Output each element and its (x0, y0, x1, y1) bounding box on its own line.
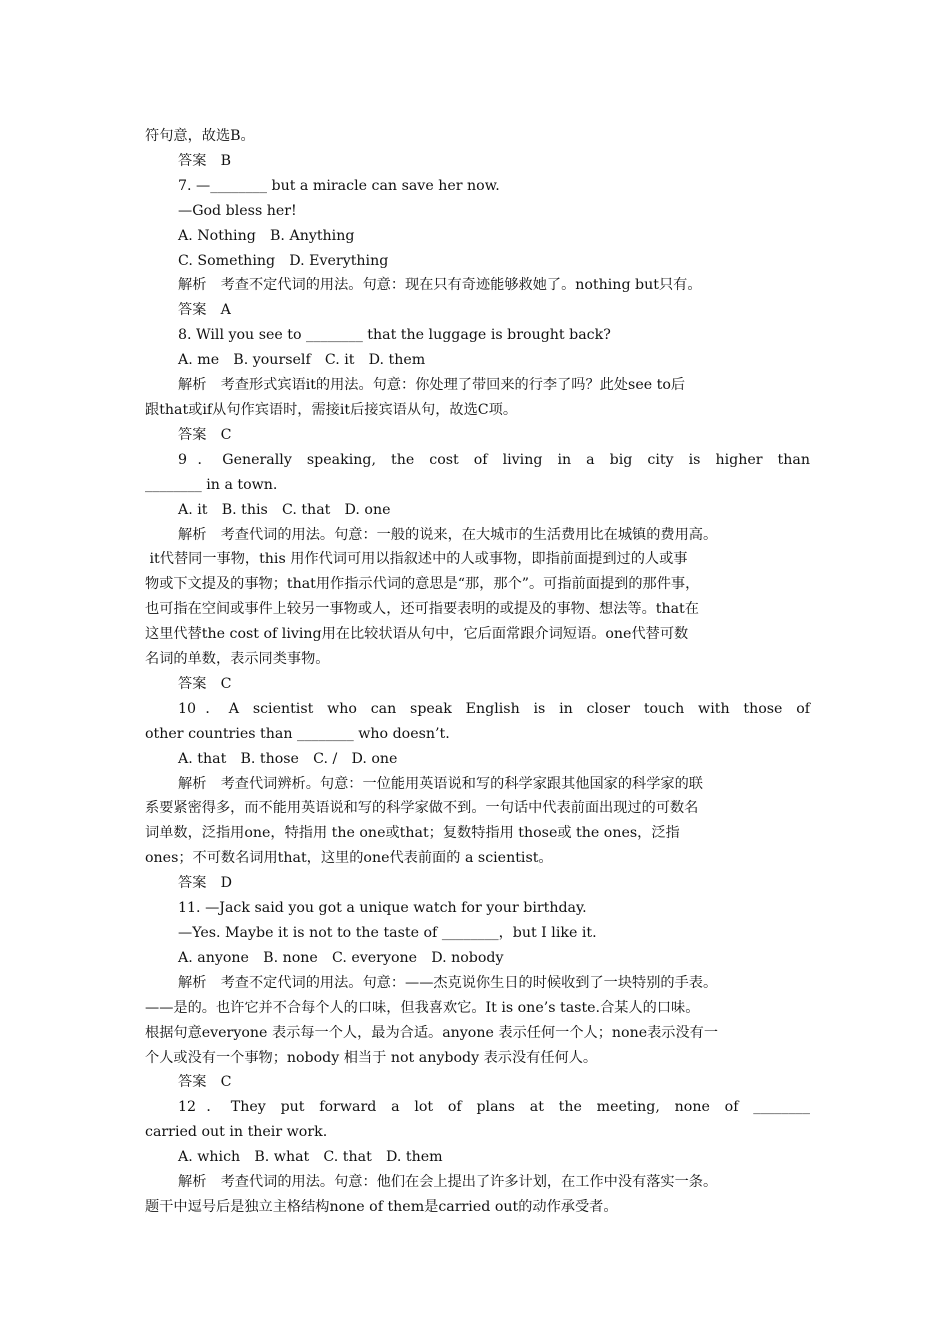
question-11: 11. —Jack said you got a unique watch for your birthday. (178, 900, 587, 917)
question-11-reply: —Yes. Maybe it is not to the taste of ________，but I like it. (178, 925, 597, 941)
answer-line: 答案 C (178, 426, 232, 443)
question-12-analysis: 解析 考查代词的用法。句意：他们在会上提出了许多计划，在工作中没有落实一条。 (178, 1174, 718, 1191)
question-10-analysis-cont: 系要紧密得多，而不能用英语说和写的科学家做不到。一句话中代表前面出现过的可数名 (145, 800, 699, 817)
question-10: 10．A scientist who can speak English is in closer touch with those of (178, 700, 810, 717)
question-9-analysis-cont: 物或下文提及的事物；that用作指示代词的意思是“那，那个”。可指前面提到的那件事， (145, 576, 700, 593)
question-11-analysis-cont: ——是的。也许它并不合每个人的口味，但我喜欢它。It is one’s taste.合某人的口味。 (145, 999, 700, 1016)
question-8: 8. Will you see to ________ that the luggage is brought back? (178, 327, 611, 344)
question-7-options-cd: C. Something D. Everything (178, 252, 389, 269)
question-7-analysis: 解析 考查不定代词的用法。句意：现在只有奇迹能够救她了。nothing but只有。 (178, 277, 702, 294)
question-9-analysis-cont: 名词的单数，表示同类事物。 (145, 651, 330, 668)
question-10-options: A. that B. those C. / D. one (178, 750, 398, 767)
question-9-analysis-cont: it代替同一事物，this 用作代词可用以指叙述中的人或事物，即指前面提到过的人或事 (145, 551, 688, 568)
question-9-cont: ________ in a town. (145, 476, 278, 493)
question-9-analysis-cont: 也可指在空间或事件上较另一事物或人，还可指要表明的或提及的事物、想法等。that在 (145, 601, 699, 618)
question-11-analysis: 解析 考查不定代词的用法。句意：——杰克说你生日的时候收到了一块特别的手表。 (178, 974, 718, 991)
question-11-analysis-cont: 根据句意everyone 表示每一个人，最为合适。anyone 表示任何一个人；none表示没有一 (145, 1024, 719, 1041)
answer-line: 答案 C (178, 1074, 232, 1091)
question-7-reply: —God bless her! (178, 202, 297, 219)
question-10-cont: other countries than ________ who doesn’t. (145, 725, 450, 742)
answer-line: 答案 B (178, 152, 231, 169)
question-12: 12．They put forward a lot of plans at the meeting, none of ________ (178, 1099, 810, 1116)
question-9-options: A. it B. this C. that D. one (178, 501, 391, 518)
answer-line: 答案 C (178, 675, 232, 692)
question-9-analysis-cont: 这里代替the cost of living用在比较状语从句中，它后面常跟介词短语。one代替可数 (145, 626, 689, 643)
question-10-analysis-cont: ones；不可数名词用that，这里的one代表前面的 a scientist。 (145, 850, 553, 867)
question-9: 9．Generally speaking, the cost of living in a big city is higher than (178, 451, 810, 468)
question-7-options-ab: A. Nothing B. Anything (178, 227, 355, 244)
question-12-cont: carried out in their work. (145, 1124, 328, 1141)
question-9-analysis: 解析 考查代词的用法。句意：一般的说来，在大城市的生活费用比在城镇的费用高。 (178, 526, 718, 543)
text-line: 符句意，故选B。 (145, 128, 255, 144)
question-11-analysis-cont: 个人或没有一个事物；nobody 相当于 not anybody 表示没有任何人。 (145, 1049, 598, 1066)
question-10-analysis-cont: 词单数，泛指用one，特指用 the one或that；复数特指用 those或 the ones，泛指 (145, 825, 680, 842)
answer-line: 答案 D (178, 875, 232, 892)
question-11-options: A. anyone B. none C. everyone D. nobody (178, 949, 504, 966)
question-12-analysis-cont: 题干中逗号后是独立主格结构none of them是carried out的动作承受者。 (145, 1198, 618, 1215)
question-12-options: A. which B. what C. that D. them (178, 1149, 443, 1166)
answer-line: 答案 A (178, 302, 231, 319)
question-8-analysis-cont: 跟that或if从句作宾语时，需接it后接宾语从句，故选C项。 (145, 401, 518, 418)
document-page (145, 124, 810, 1220)
question-7: 7. —________ but a miracle can save her now. (178, 177, 500, 194)
question-10-analysis: 解析 考查代词辨析。句意：一位能用英语说和写的科学家跟其他国家的科学家的联 (178, 775, 703, 792)
question-8-analysis: 解析 考查形式宾语it的用法。句意：你处理了带回来的行李了吗？此处see to后 (178, 377, 686, 394)
question-8-options: A. me B. yourself C. it D. them (178, 352, 426, 369)
